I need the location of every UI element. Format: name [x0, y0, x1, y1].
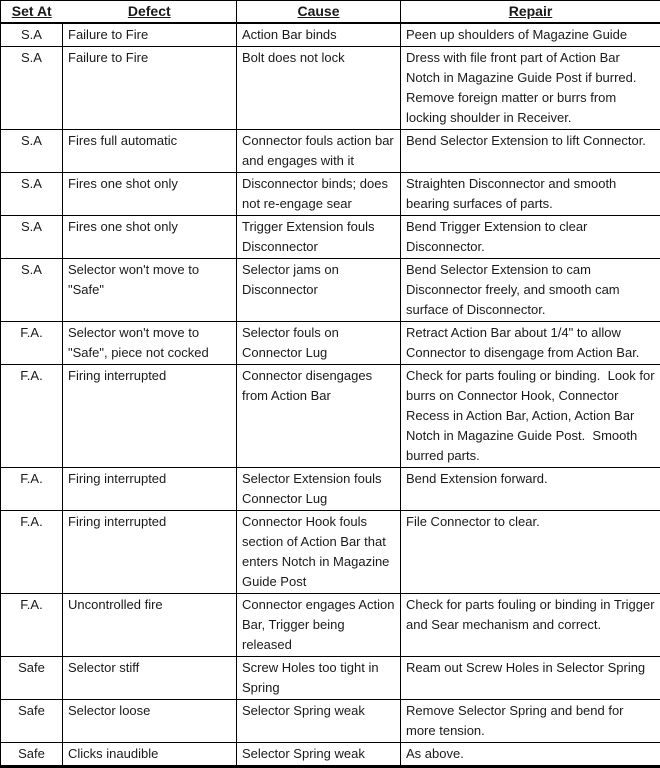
cell-set-at: F.A.: [1, 511, 63, 594]
table-row: [1, 365, 660, 468]
table-row: [1, 216, 660, 259]
cell-defect: Clicks inaudible: [63, 743, 237, 767]
cell-cause: Action Bar binds: [237, 23, 401, 47]
cell-repair: Check for parts fouling or binding in Trigger and Sear mechanism and correct.: [401, 594, 660, 657]
cell-defect: Firing interrupted: [63, 511, 237, 594]
cell-repair: Retract Action Bar about 1/4" to allow Connector to disengage from Action Bar.: [401, 322, 660, 365]
cell-set-at: S.A: [1, 23, 63, 47]
cell-cause: Connector fouls action bar and engages with it: [237, 130, 401, 173]
cell-cause: Trigger Extension fouls Disconnector: [237, 216, 401, 259]
column-header-cause: Cause: [237, 1, 401, 24]
table-row: [1, 594, 660, 657]
cell-defect: Fires one shot only: [63, 173, 237, 216]
cell-set-at: S.A: [1, 130, 63, 173]
table-row: [1, 23, 660, 47]
cell-set-at: F.A.: [1, 322, 63, 365]
cell-defect: Selector won't move to "Safe", piece not cocked: [63, 322, 237, 365]
cell-cause: Selector Spring weak: [237, 743, 401, 767]
cell-cause: Connector disengages from Action Bar: [237, 365, 401, 468]
cell-repair: Peen up shoulders of Magazine Guide: [401, 23, 660, 47]
cell-cause: Selector Spring weak: [237, 700, 401, 743]
cell-repair: Ream out Screw Holes in Selector Spring: [401, 657, 660, 700]
table-row: [1, 259, 660, 322]
cell-repair: Bend Selector Extension to cam Disconnector freely, and smooth cam surface of Disconnector.: [401, 259, 660, 322]
cell-cause: Screw Holes too tight in Spring: [237, 657, 401, 700]
cell-set-at: S.A: [1, 216, 63, 259]
cell-set-at: S.A: [1, 259, 63, 322]
cell-cause: Bolt does not lock: [237, 47, 401, 130]
cell-cause: Connector engages Action Bar, Trigger being released: [237, 594, 401, 657]
table-row: [1, 173, 660, 216]
cell-repair: File Connector to clear.: [401, 511, 660, 594]
cell-repair: Bend Selector Extension to lift Connector.: [401, 130, 660, 173]
table-row: [1, 657, 660, 700]
cell-defect: Failure to Fire: [63, 23, 237, 47]
cell-set-at: F.A.: [1, 365, 63, 468]
cell-defect: Firing interrupted: [63, 365, 237, 468]
cell-repair: Bend Trigger Extension to clear Disconnector.: [401, 216, 660, 259]
cell-set-at: Safe: [1, 700, 63, 743]
cell-cause: Selector Extension fouls Connector Lug: [237, 468, 401, 511]
cell-defect: Selector won't move to "Safe": [63, 259, 237, 322]
cell-repair: Remove Selector Spring and bend for more tension.: [401, 700, 660, 743]
cell-set-at: Safe: [1, 657, 63, 700]
column-header-repair: Repair: [401, 1, 660, 24]
header-row: [1, 1, 660, 24]
cell-cause: Connector Hook fouls section of Action Bar that enters Notch in Magazine Guide Post: [237, 511, 401, 594]
cell-repair: Straighten Disconnector and smooth bearing surfaces of parts.: [401, 173, 660, 216]
table-row: [1, 47, 660, 130]
cell-cause: Selector jams on Disconnector: [237, 259, 401, 322]
cell-defect: Fires full automatic: [63, 130, 237, 173]
cell-repair: As above.: [401, 743, 660, 767]
cell-repair: Check for parts fouling or binding. Look for burrs on Connector Hook, Connector Recess in Action Bar, Action, Action Bar Notch in Magazine Guide Post. Smooth burred parts.: [401, 365, 660, 468]
column-header-set-at: Set At: [1, 1, 63, 24]
table-row: [1, 511, 660, 594]
column-header-defect: Defect: [63, 1, 237, 24]
cell-defect: Failure to Fire: [63, 47, 237, 130]
cell-set-at: F.A.: [1, 468, 63, 511]
cell-set-at: S.A: [1, 47, 63, 130]
cell-defect: Uncontrolled fire: [63, 594, 237, 657]
table-row: [1, 322, 660, 365]
cell-set-at: Safe: [1, 743, 63, 767]
cell-defect: Selector stiff: [63, 657, 237, 700]
cell-repair: Bend Extension forward.: [401, 468, 660, 511]
cell-set-at: S.A: [1, 173, 63, 216]
table-row: [1, 130, 660, 173]
cell-cause: Disconnector binds; does not re-engage sear: [237, 173, 401, 216]
table-row: [1, 743, 660, 767]
table-row: [1, 468, 660, 511]
table-row: [1, 700, 660, 743]
cell-set-at: F.A.: [1, 594, 63, 657]
cell-defect: Firing interrupted: [63, 468, 237, 511]
cell-defect: Selector loose: [63, 700, 237, 743]
cell-defect: Fires one shot only: [63, 216, 237, 259]
cell-cause: Selector fouls on Connector Lug: [237, 322, 401, 365]
cell-repair: Dress with file front part of Action Bar Notch in Magazine Guide Post if burred. Remove foreign matter or burrs from locking shoulder in Receiver.: [401, 47, 660, 130]
